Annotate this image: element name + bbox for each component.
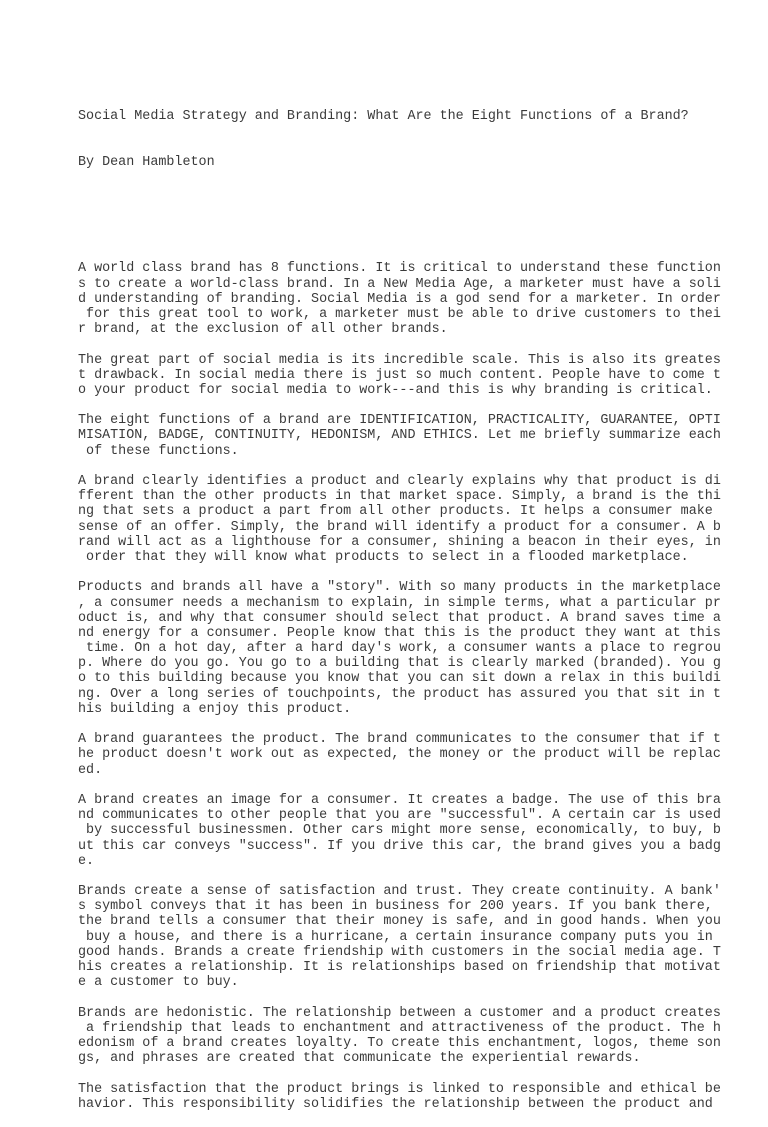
paragraph-line: he product doesn't work out as expected, the money or the product will be replac bbox=[78, 747, 721, 763]
document-title: Social Media Strategy and Branding: What Are the Eight Functions of a Brand? bbox=[78, 109, 689, 125]
paragraph-spacer bbox=[78, 337, 718, 352]
paragraph-line: of these functions. bbox=[78, 443, 239, 459]
paragraph bbox=[78, 352, 721, 399]
paragraph-line: ng that sets a product a part from all other products. It helps a consumer make bbox=[78, 504, 713, 520]
paragraph bbox=[78, 413, 721, 459]
paragraph-line: nd energy for a consumer. People know that this is the product they want at this bbox=[78, 625, 721, 641]
paragraph-line: havior. This responsibility solidifies the relationship between the product and bbox=[78, 1096, 713, 1112]
paragraph-line: A brand clearly identifies a product and clearly explains why that product is di bbox=[78, 474, 721, 490]
paragraph-line: p. Where do you go. You go to a building that is clearly marked (branded). You g bbox=[78, 656, 721, 672]
paragraph-line: s to create a world-class brand. In a New Media Age, a marketer must have a soli bbox=[78, 276, 721, 292]
document-page bbox=[78, 79, 721, 1127]
paragraph-line: A brand creates an image for a consumer. It creates a badge. The use of this bra bbox=[78, 792, 721, 808]
paragraph-line: , a consumer needs a mechanism to explain, in simple terms, what a particular pr bbox=[78, 595, 721, 611]
paragraph-line: oduct is, and why that consumer should select that product. A brand saves time a bbox=[78, 610, 721, 626]
paragraph-line: Brands create a sense of satisfaction and trust. They create continuity. A bank' bbox=[78, 884, 721, 900]
paragraph bbox=[78, 474, 721, 565]
paragraph-line: e. bbox=[78, 853, 95, 869]
paragraph bbox=[78, 1081, 721, 1112]
paragraph-spacer bbox=[78, 990, 718, 1005]
paragraph-line: sense of an offer. Simply, the brand will identify a product for a consumer. A b bbox=[78, 519, 721, 535]
paragraph-line: edonism of a brand creates loyalty. To create this enchantment, logos, theme son bbox=[78, 1035, 721, 1051]
paragraph-line: r brand, at the exclusion of all other brands. bbox=[78, 322, 448, 338]
paragraph-spacer bbox=[78, 778, 718, 793]
paragraph-line: o to this building because you know that you can sit down a relax in this buildi bbox=[78, 671, 721, 687]
paragraph-spacer bbox=[78, 1066, 718, 1081]
paragraph-spacer bbox=[78, 565, 718, 580]
paragraph-line: rand will act as a lighthouse for a consumer, shining a beacon in their eyes, in bbox=[78, 534, 721, 550]
spacer bbox=[78, 201, 718, 231]
paragraph-line: A world class brand has 8 functions. It is critical to understand these function bbox=[78, 261, 721, 277]
paragraph-line: t drawback. In social media there is just so much content. People have to come t bbox=[78, 367, 721, 383]
paragraph-line: by successful businessmen. Other cars might more sense, economically, to buy, b bbox=[78, 823, 721, 839]
paragraph-line: for this great tool to work, a marketer must be able to drive customers to thei bbox=[78, 306, 721, 322]
paragraph bbox=[78, 1005, 721, 1067]
paragraph-line: s symbol conveys that it has been in business for 200 years. If you bank there, bbox=[78, 899, 713, 915]
paragraph-line: ut this car conveys "success". If you drive this car, the brand gives you a badg bbox=[78, 838, 721, 854]
document-byline: By Dean Hambleton bbox=[78, 155, 215, 170]
paragraph-line: The great part of social media is its incredible scale. This is also its greates bbox=[78, 352, 721, 368]
paragraph bbox=[78, 732, 721, 778]
paragraph-spacer bbox=[78, 459, 718, 474]
paragraph-line: buy a house, and there is a hurricane, a certain insurance company puts you in bbox=[78, 929, 713, 945]
paragraph-line: Brands are hedonistic. The relationship between a customer and a product creates bbox=[78, 1005, 721, 1021]
paragraph-spacer bbox=[78, 717, 718, 732]
paragraph-line: his building a enjoy this product. bbox=[78, 701, 352, 717]
paragraph-line: his creates a relationship. It is relationships based on friendship that motivat bbox=[78, 960, 721, 976]
paragraph-line: The satisfaction that the product brings is linked to responsible and ethical be bbox=[78, 1081, 721, 1097]
paragraph-spacer bbox=[78, 398, 718, 413]
paragraph-spacer bbox=[78, 869, 718, 884]
paragraph-line: time. On a hot day, after a hard day's work, a consumer wants a place to regrou bbox=[78, 641, 721, 657]
paragraph-line: o your product for social media to work---and this is why branding is critical. bbox=[78, 382, 713, 398]
document-body bbox=[78, 261, 721, 1112]
paragraph-line: A brand guarantees the product. The brand communicates to the consumer that if t bbox=[78, 732, 721, 748]
paragraph bbox=[78, 884, 721, 991]
paragraph-line: the brand tells a consumer that their money is safe, and in good hands. When you bbox=[78, 914, 721, 930]
paragraph-line: nd communicates to other people that you are "successful". A certain car is used bbox=[78, 808, 721, 824]
paragraph-line: MISATION, BADGE, CONTINUITY, HEDONISM, AND ETHICS. Let me briefly summarize each bbox=[78, 428, 721, 444]
paragraph-line: The eight functions of a brand are IDENTIFICATION, PRACTICALITY, GUARANTEE, OPTI bbox=[78, 413, 721, 429]
paragraph-line: Products and brands all have a "story". With so many products in the marketplace bbox=[78, 580, 721, 596]
paragraph-line: gs, and phrases are created that communicate the experiential rewards. bbox=[78, 1051, 641, 1067]
paragraph-line: good hands. Brands a create friendship with customers in the social media age. T bbox=[78, 944, 721, 960]
paragraph-line: fferent than the other products in that market space. Simply, a brand is the thi bbox=[78, 489, 721, 505]
paragraph bbox=[78, 792, 721, 869]
paragraph-line: order that they will know what products to select in a flooded marketplace. bbox=[78, 549, 689, 565]
paragraph-line: ng. Over a long series of touchpoints, the product has assured you that sit in t bbox=[78, 686, 721, 702]
paragraph bbox=[78, 580, 721, 717]
paragraph-line: a friendship that leads to enchantment and attractiveness of the product. The h bbox=[78, 1020, 721, 1036]
paragraph-line: d understanding of branding. Social Media is a god send for a marketer. In order bbox=[78, 291, 721, 307]
paragraph-line: e a customer to buy. bbox=[78, 975, 239, 991]
paragraph-line: ed. bbox=[78, 762, 103, 778]
paragraph bbox=[78, 261, 721, 338]
